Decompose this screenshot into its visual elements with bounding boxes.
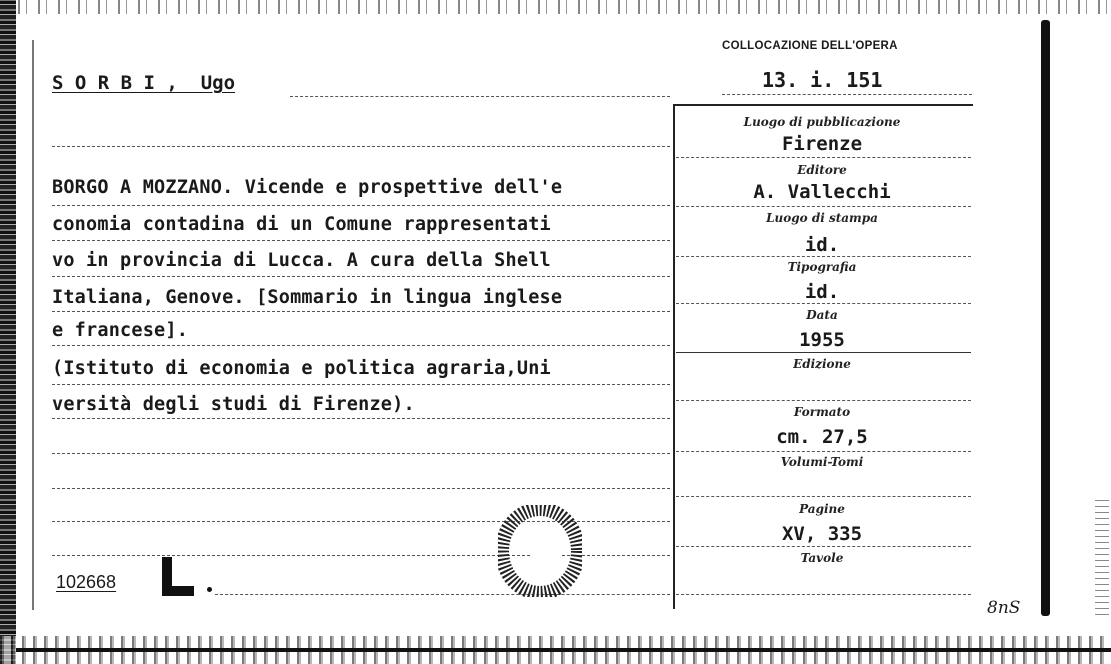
stamp-mark-foot	[162, 586, 194, 596]
formato-label: Formato	[793, 405, 851, 419]
tipografia-label: Tipografia	[787, 260, 857, 274]
data-value: 1955	[799, 329, 845, 351]
panel-rule-1	[676, 157, 971, 158]
collocation-header: COLLOCAZIONE DELL'OPERA	[722, 40, 898, 52]
title-rule-6	[52, 384, 670, 385]
panel-rule-2	[676, 206, 971, 207]
title-rule-7	[52, 418, 670, 419]
formato-value: cm. 27,5	[776, 426, 868, 448]
author-rule	[290, 96, 670, 97]
title-rule-1	[52, 205, 670, 206]
title-line-2: conomia contadina di un Comune rappresentati	[52, 214, 551, 235]
panel-rule-3	[676, 256, 971, 257]
title-rule-2	[52, 240, 670, 241]
volumi-label: Volumi-Tomi	[780, 455, 864, 469]
circular-stamp	[498, 505, 582, 597]
scan-edge-top	[0, 0, 1111, 14]
panel-rule-7	[676, 451, 971, 452]
pagine-value: XV, 335	[781, 523, 863, 545]
panel-rule-4	[676, 303, 971, 304]
panel-top-border	[673, 104, 973, 106]
luogo-value: Firenze	[781, 133, 863, 155]
card-bottom-border	[16, 648, 1111, 652]
title-line-5: e francese].	[52, 320, 189, 341]
inventory-rule	[215, 594, 670, 595]
shelfmark: 13. i. 151	[762, 68, 883, 92]
inventory-number: 102668	[56, 572, 117, 592]
edizione-label: Edizione	[793, 357, 851, 371]
tipografia-value: id.	[804, 281, 840, 303]
tavole-label: Tavole	[800, 551, 844, 565]
title-rule-5	[52, 345, 670, 346]
card-left-border	[32, 40, 34, 610]
luogo-stampa-label: Luogo di stampa	[766, 211, 878, 225]
corner-note: 8nS	[987, 598, 1021, 618]
title-line-1: BORGO A MOZZANO. Vicende e prospettive dell'e	[52, 177, 563, 198]
scan-speckle	[1095, 500, 1109, 620]
title-line-4: Italiana, Genove. [Sommario in lingua inglese	[52, 287, 563, 308]
editore-value: A. Vallecchi	[753, 181, 891, 203]
author-name: S O R B I , Ugo	[52, 72, 236, 94]
title-rule-4	[52, 311, 670, 312]
title-line-6: (Istituto di economia e politica agraria,Uni	[52, 358, 551, 379]
blank-rule-3	[52, 488, 670, 489]
title-line-7: versità degli studi di Firenze).	[52, 394, 415, 415]
luogo-stampa-value: id.	[804, 234, 840, 256]
pagine-label: Pagine	[799, 502, 845, 516]
shelfmark-rule	[722, 94, 972, 95]
panel-rule-9	[676, 546, 971, 547]
editore-label: Editore	[797, 163, 847, 177]
luogo-label: Luogo di pubblicazione	[743, 115, 901, 129]
panel-rule-8	[676, 496, 971, 497]
panel-rule-6	[676, 400, 971, 401]
title-rule-3	[52, 276, 670, 277]
panel-rule-5	[676, 352, 971, 353]
card-right-border	[1041, 20, 1050, 616]
stamp-dot	[207, 587, 212, 592]
blank-rule-2	[52, 453, 670, 454]
blank-rule-1	[52, 146, 670, 147]
panel-rule-10	[676, 594, 971, 595]
title-line-3: vo in provincia di Lucca. A cura della Shell	[52, 250, 551, 271]
data-label: Data	[806, 308, 838, 322]
scan-edge-left	[0, 0, 16, 664]
